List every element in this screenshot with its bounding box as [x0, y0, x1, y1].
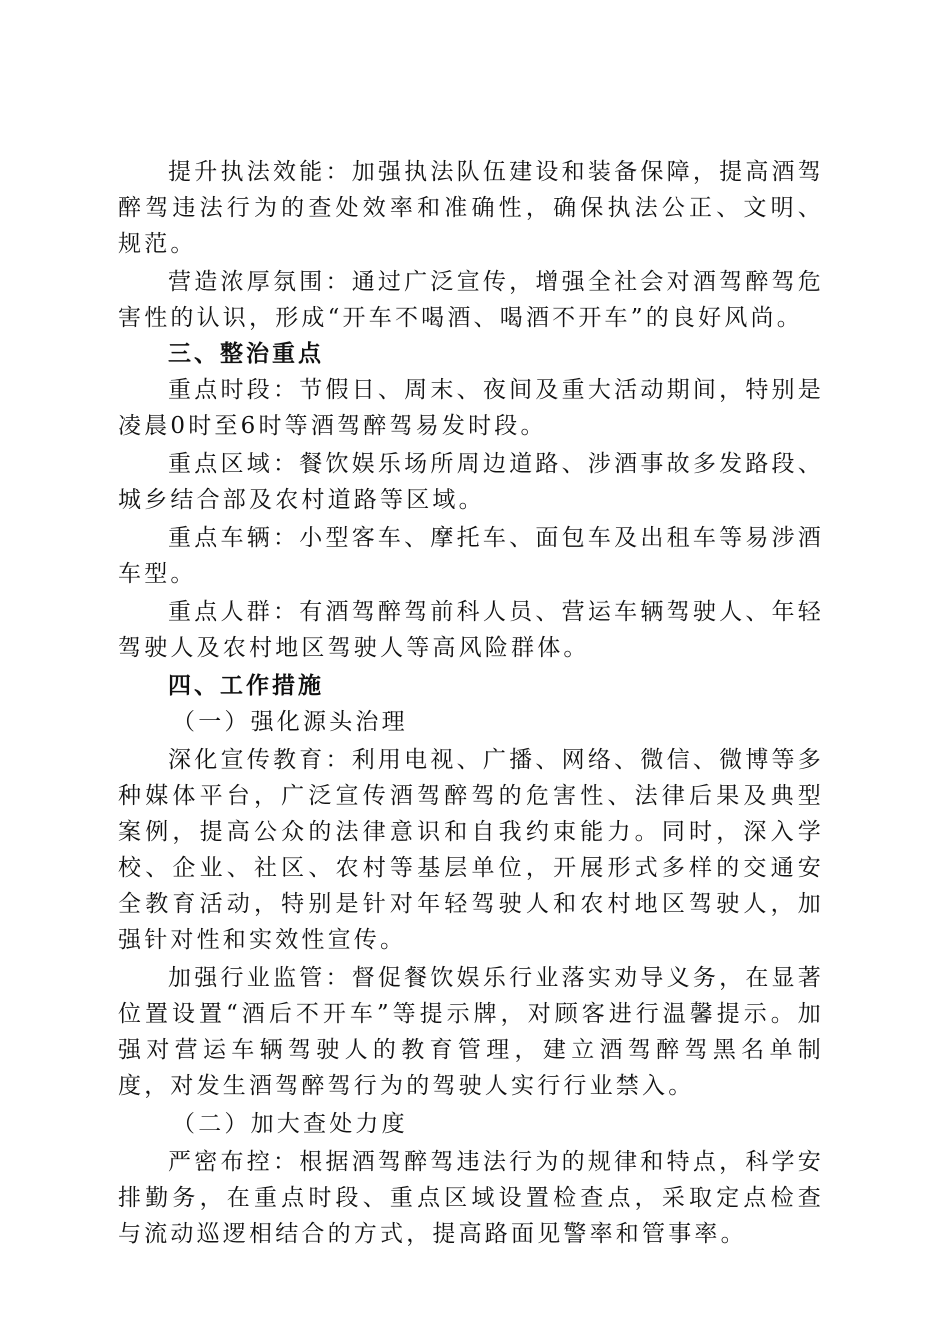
- paragraph-atmosphere: 营造浓厚氛围：通过广泛宣传，增强全社会对酒驾醉驾危害性的认识，形成“开车不喝酒、喝酒不开车”的良好风尚。: [118, 269, 824, 331]
- paragraph-deployment: 严密布控：根据酒驾醉驾违法行为的规律和特点，科学安排勤务，在重点时段、重点区域设置检查点，采取定点检查与流动巡逻相结合的方式，提高路面见警率和管事率。: [118, 1149, 824, 1247]
- paragraph-key-groups: 重点人群：有酒驾醉驾前科人员、营运车辆驾驶人、年轻驾驶人及农村地区驾驶人等高风险群体。: [118, 599, 824, 661]
- paragraph-publicity-education: 深化宣传教育：利用电视、广播、网络、微信、微博等多种媒体平台，广泛宣传酒驾醉驾的危害性、法律后果及典型案例，提高公众的法律意识和自我约束能力。同时，深入学校、企业、社区、农村等基层单位，开展形式多样的交通安全教育活动，特别是针对年轻驾驶人和农村地区驾驶人，加强针对性和实效性宣传。: [118, 747, 824, 953]
- paragraph-industry-supervision: 加强行业监管：督促餐饮娱乐行业落实劝导义务，在显著位置设置“酒后不开车”等提示牌，对顾客进行温馨提示。加强对营运车辆驾驶人的教育管理，建立酒驾醉驾黑名单制度，对发生酒驾醉驾行为的驾驶人实行行业禁入。: [118, 965, 824, 1099]
- paragraph-key-areas: 重点区域：餐饮娱乐场所周边道路、涉酒事故多发路段、城乡结合部及农村道路等区域。: [118, 451, 824, 513]
- paragraph-key-periods: 重点时段：节假日、周末、夜间及重大活动期间，特别是凌晨0时至6时等酒驾醉驾易发时段。: [118, 377, 824, 439]
- document-body: [118, 154, 824, 1252]
- subheading-enforcement-intensity: （二）加大查处力度: [172, 1111, 408, 1137]
- section-heading-measures: 四、工作措施: [168, 673, 324, 699]
- paragraph-key-vehicles: 重点车辆：小型客车、摩托车、面包车及出租车等易涉酒车型。: [118, 525, 824, 587]
- subheading-source-governance: （一）强化源头治理: [172, 709, 408, 735]
- section-heading-key-points: 三、整治重点: [168, 341, 324, 367]
- paragraph-enforcement-efficiency: 提升执法效能：加强执法队伍建设和装备保障，提高酒驾醉驾违法行为的查处效率和准确性，确保执法公正、文明、规范。: [118, 159, 824, 257]
